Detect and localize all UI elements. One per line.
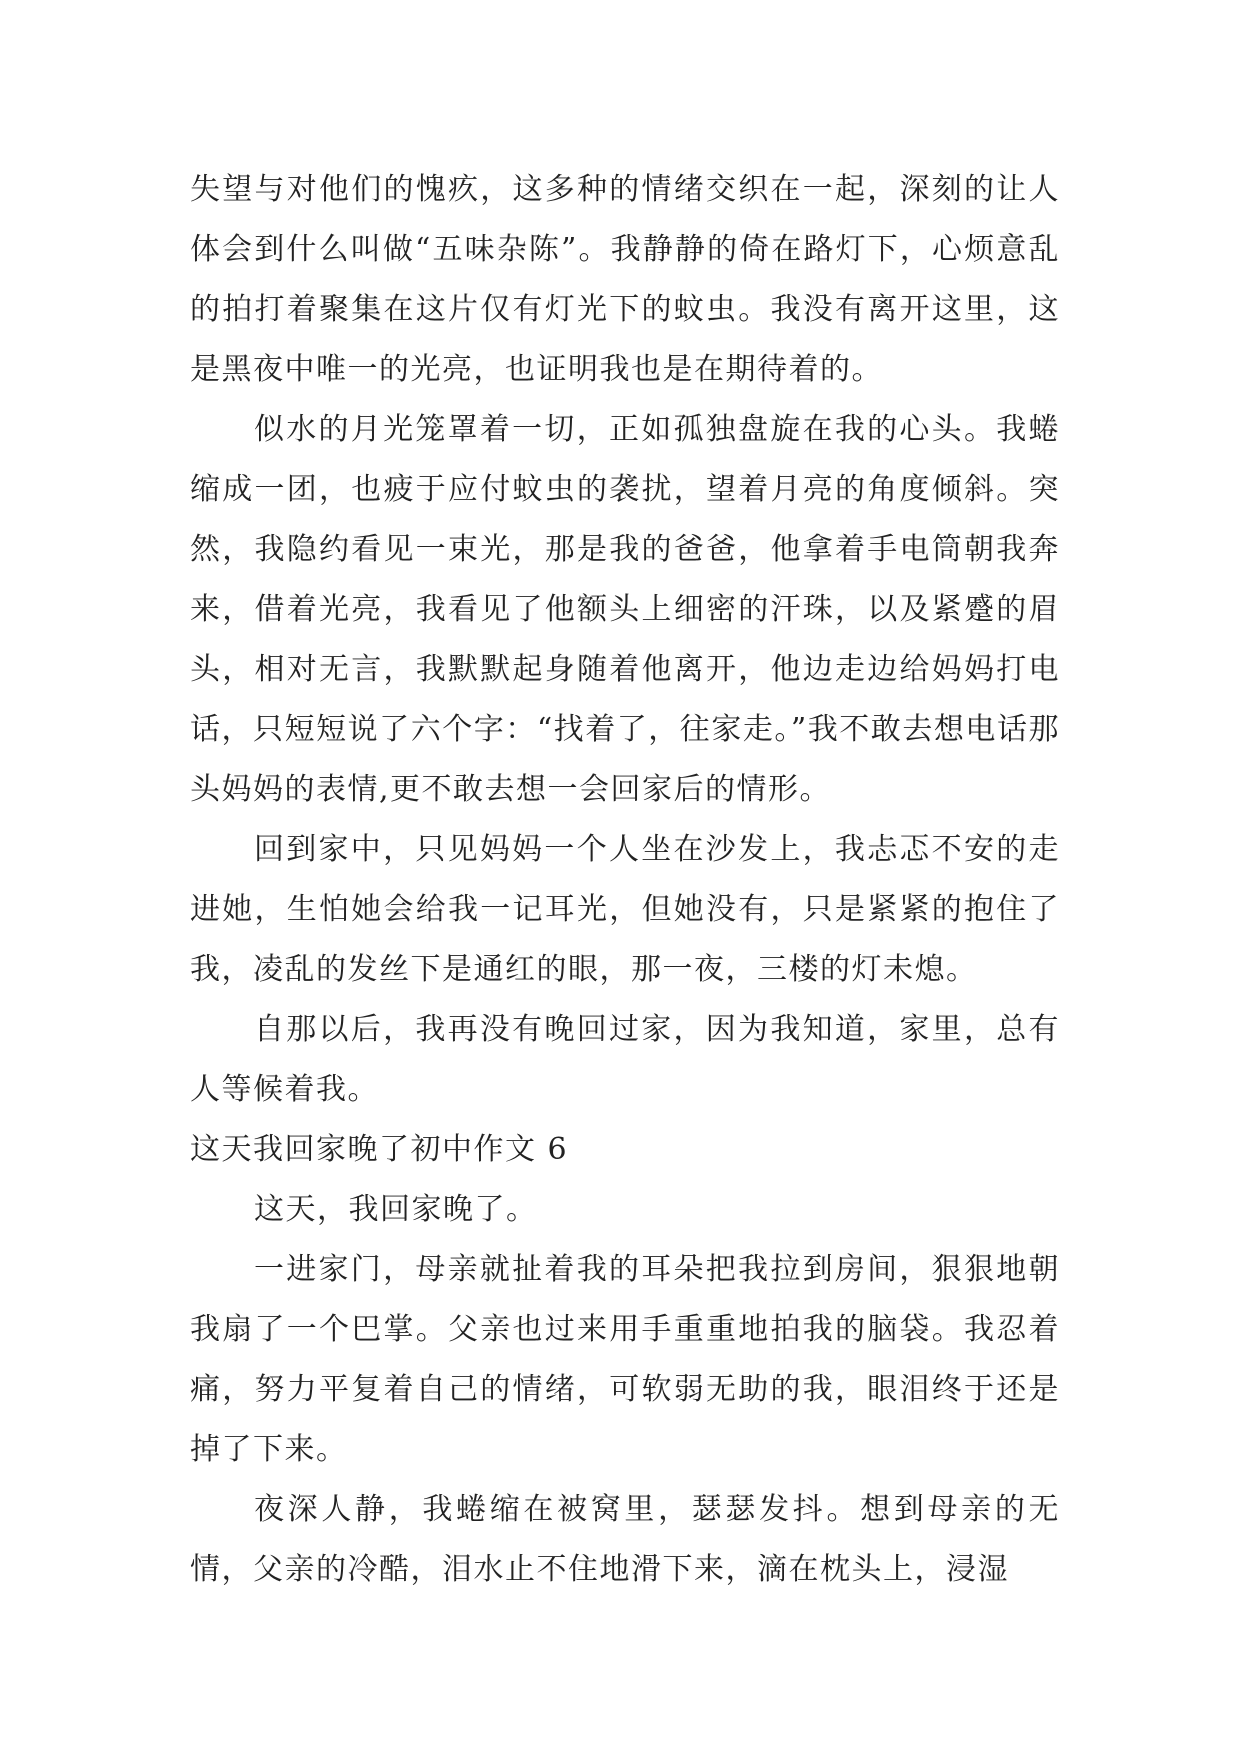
paragraph: 一进家门，母亲就扯着我的耳朵把我拉到房间，狠狠地朝我扇了一个巴掌。父亲也过来用手重重地拍我的脑袋。我忍着痛，努力平复着自己的情绪，可软弱无助的我，眼泪终于还是掉了下来。 — [190, 1252, 1060, 1467]
paragraph: 自那以后，我再没有晚回过家，因为我知道，家里，总有人等候着我。 — [190, 1012, 1060, 1107]
paragraph: 夜深人静，我蜷缩在被窝里，瑟瑟发抖。想到母亲的无情，父亲的冷酷，泪水止不住地滑下来，滴在枕头上，浸湿 — [190, 1492, 1060, 1587]
section-heading: 这天我回家晚了初中作文 6 — [190, 1132, 569, 1167]
document-body — [190, 160, 1060, 1600]
paragraph: 似水的月光笼罩着一切，正如孤独盘旋在我的心头。我蜷缩成一团，也疲于应付蚊虫的袭扰，望着月亮的角度倾斜。突然，我隐约看见一束光，那是我的爸爸，他拿着手电筒朝我奔来，借着光亮，我看见了他额头上细密的汗珠，以及紧蹙的眉头，相对无言，我默默起身随着他离开，他边走边给妈妈打电话，只短短说了六个字：“找着了，往家走。”我不敢去想电话那头妈妈的表情,更不敢去想一会回家后的情形。 — [190, 412, 1060, 807]
paragraph: 这天，我回家晚了。 — [254, 1192, 538, 1227]
paragraph: 回到家中，只见妈妈一个人坐在沙发上，我忐忑不安的走进她，生怕她会给我一记耳光，但她没有，只是紧紧的抱住了我，凌乱的发丝下是通红的眼，那一夜，三楼的灯未熄。 — [190, 832, 1060, 987]
paragraph-continuation: 失望与对他们的愧疚，这多种的情绪交织在一起，深刻的让人体会到什么叫做“五味杂陈”。我静静的倚在路灯下，心烦意乱的拍打着聚集在这片仅有灯光下的蚊虫。我没有离开这里，这是黑夜中唯一的光亮，也证明我也是在期待着的。 — [190, 172, 1060, 387]
